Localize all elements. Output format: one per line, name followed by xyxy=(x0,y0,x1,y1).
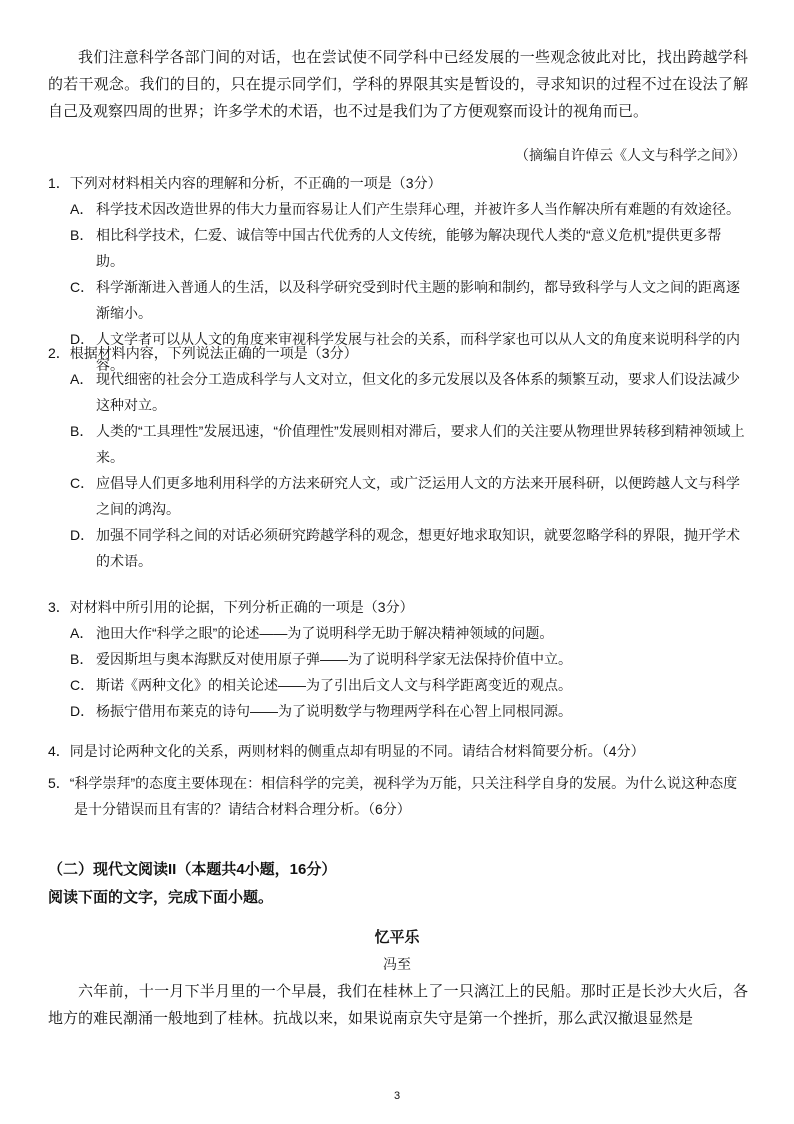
option-b xyxy=(48,646,748,672)
option-b xyxy=(48,222,748,274)
question-stem: 3．对材料中所引用的论据，下列分析正确的一项是（3分） xyxy=(48,599,414,615)
question-2 xyxy=(48,340,748,574)
option-a xyxy=(48,366,748,418)
option-label: D． xyxy=(70,331,95,347)
question-4: 4．同是讨论两种文化的关系，两则材料的侧重点却有明显的不同。请结合材料简要分析。（4分） xyxy=(48,743,645,759)
option-label: A． xyxy=(70,625,94,641)
story-paragraph: 六年前，十一月下半月里的一个早晨，我们在桂林上了一只漓江上的民船。那时正是长沙大火后，各地方的难民潮涌一般地到了桂林。抗战以来，如果说南京失守是第一个挫折，那么武汉撤退显然是 xyxy=(48,982,748,1027)
section-heading: （二）现代文阅读II（本题共4小题，16分） xyxy=(48,861,337,878)
question-stem: 2．根据材料内容，下列说法正确的一项是（3分） xyxy=(48,345,358,361)
section-instruction: 阅读下面的文字，完成下面小题。 xyxy=(48,889,274,906)
question-3 xyxy=(48,594,748,724)
option-text: 相比科学技术，仁爱、诚信等中国古代优秀的人文传统，能够为解决现代人类的“意义危机”提供更多帮助。 xyxy=(96,227,722,269)
option-label: B． xyxy=(70,651,94,667)
question-stem: 1．下列对材料相关内容的理解和分析，不正确的一项是（3分） xyxy=(48,175,442,191)
option-label: C． xyxy=(70,677,95,693)
option-d xyxy=(48,522,748,574)
option-label: C． xyxy=(70,279,95,295)
option-label: A． xyxy=(70,371,94,387)
option-label: C． xyxy=(70,475,95,491)
option-label: B． xyxy=(70,423,94,439)
story-title: 忆平乐 xyxy=(374,929,420,946)
story-author: 冯至 xyxy=(383,956,411,972)
option-text: 人文学者可以从人文的角度来审视科学发展与社会的关系，而科学家也可以从人文的角度来说明科学的内容。 xyxy=(96,331,740,373)
option-a xyxy=(48,196,748,222)
option-text: 科学渐渐进入普通人的生活，以及科学研究受到时代主题的影响和制约，都导致科学与人文之间的距离逐渐缩小。 xyxy=(96,279,740,321)
option-text: 现代细密的社会分工造成科学与人文对立，但文化的多元发展以及各体系的频繁互动，要求人们设法减少这种对立。 xyxy=(96,371,740,413)
source-citation: （摘编自许倬云《人文与科学之间》） xyxy=(515,147,746,163)
option-c xyxy=(48,672,748,698)
option-c xyxy=(48,470,748,522)
option-c xyxy=(48,274,748,326)
option-text: 池田大作“科学之眼”的论述——为了说明科学无助于解决精神领域的问题。 xyxy=(96,625,554,641)
option-d xyxy=(48,698,748,724)
option-text: 应倡导人们更多地利用科学的方法来研究人文，或广泛运用人文的方法来开展科研，以便跨越人文与科学之间的鸿沟。 xyxy=(96,475,740,517)
option-a xyxy=(48,620,748,646)
option-text: 爱因斯坦与奥本海默反对使用原子弹——为了说明科学家无法保持价值中立。 xyxy=(96,651,572,667)
option-text: 加强不同学科之间的对话必须研究跨越学科的观念，想更好地求取知识，就要忽略学科的界限，抛开学术的术语。 xyxy=(96,527,740,569)
option-text: 人类的“工具理性”发展迅速，“价值理性”发展则相对滞后，要求人们的关注要从物理世界转移到精神领域上来。 xyxy=(96,423,745,465)
option-b xyxy=(48,418,748,470)
intro-paragraph: 我们注意科学各部门间的对话，也在尝试使不同学科中已经发展的一些观念彼此对比，找出跨越学科的若干观念。我们的目的，只在提示同学们，学科的界限其实是暂设的，寻求知识的过程不过在设法了解自己及观察四周的世界；许多学术的术语，也不过是我们为了方便观察而设计的视角而已。 xyxy=(48,48,748,120)
option-label: A． xyxy=(70,201,94,217)
option-text: 斯诺《两种文化》的相关论述——为了引出后文人文与科学距离变近的观点。 xyxy=(96,677,572,693)
option-text: 科学技术因改造世界的伟大力量而容易让人们产生崇拜心理，并被许多人当作解决所有难题的有效途径。 xyxy=(96,201,740,217)
page-number: 3 xyxy=(393,1090,401,1102)
option-label: D． xyxy=(70,703,95,719)
option-label: B． xyxy=(70,227,94,243)
question-5: 5．“科学崇拜”的态度主要体现在：相信科学的完美，视科学为万能，只关注科学自身的发展。为什么说这种态度是十分错误而且有害的？请结合材料合理分析。（6分） xyxy=(48,775,738,817)
option-label: D． xyxy=(70,527,95,543)
option-text: 杨振宁借用布莱克的诗句——为了说明数学与物理两学科在心智上同根同源。 xyxy=(96,703,572,719)
